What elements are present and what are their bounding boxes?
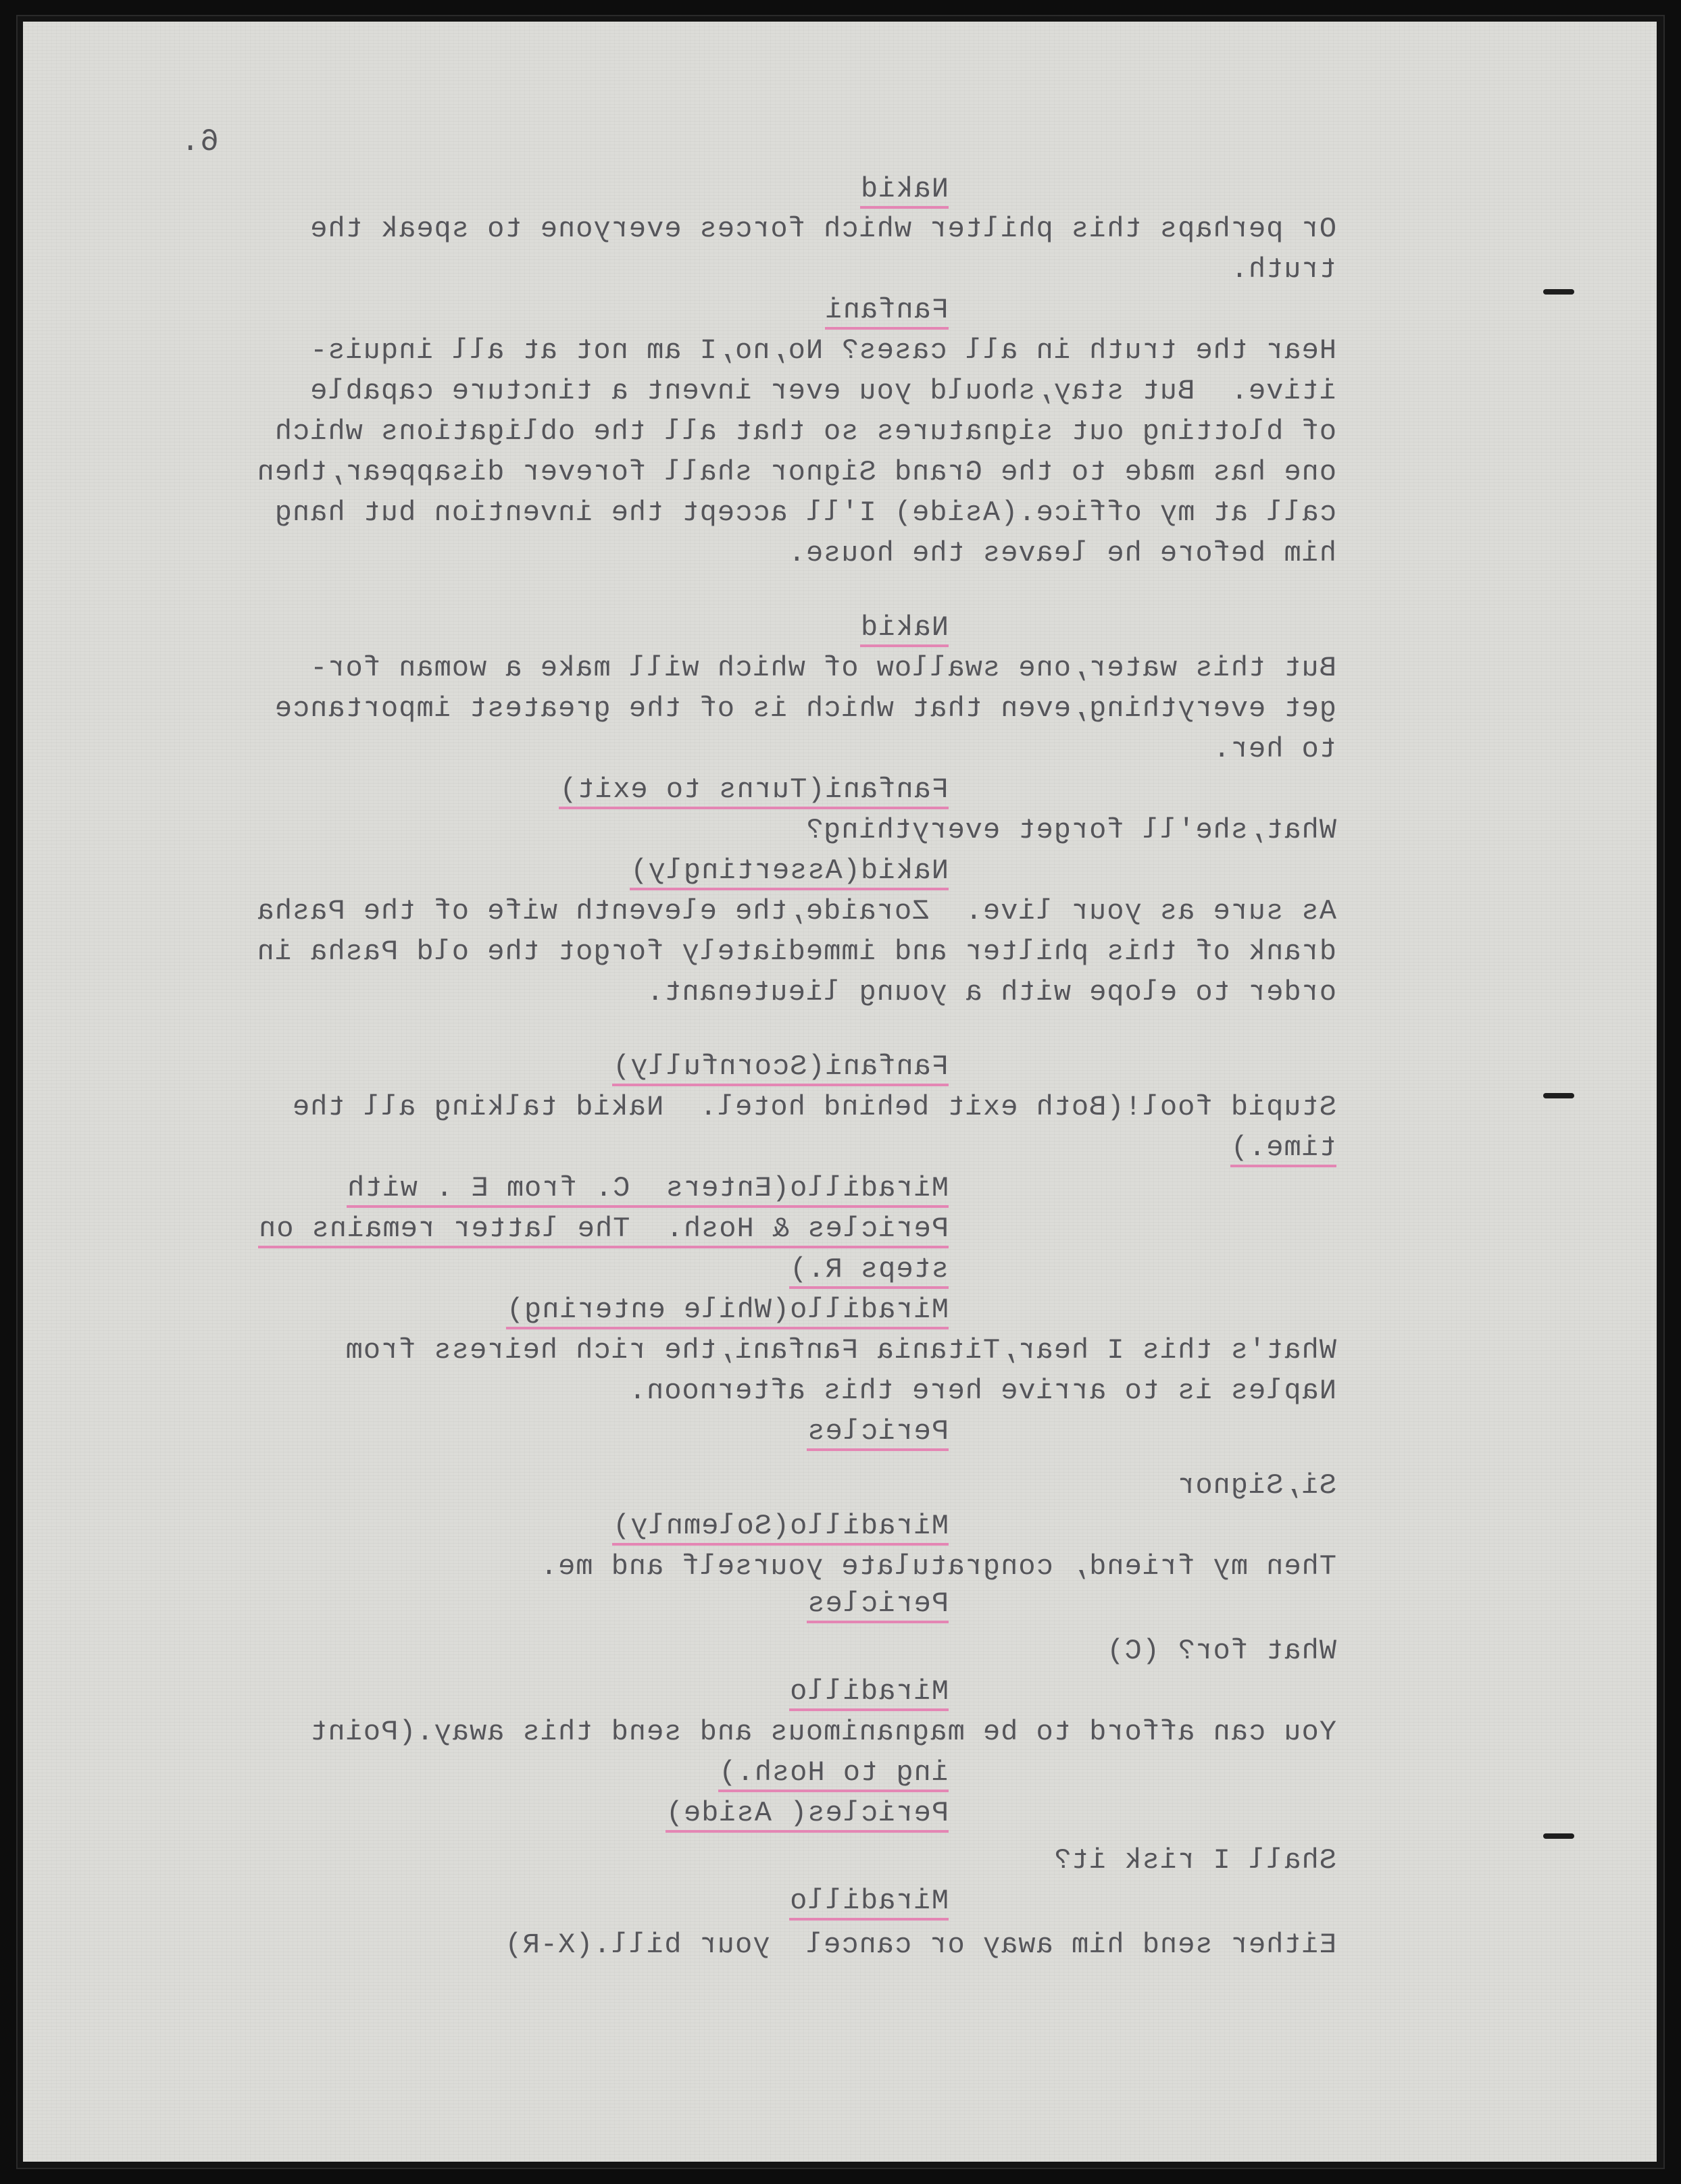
- speaker-label: Miradillo: [789, 1881, 949, 1921]
- text-line: Naples is to arrive here this afternoon.: [628, 1375, 1336, 1407]
- speaker-label: Nakid: [860, 607, 949, 648]
- text-line: to her.: [1212, 733, 1336, 765]
- text-line: Hear the truth in all cases? No,no,I am not at all inquis-: [309, 334, 1336, 367]
- text-line: call at my office.(Aside) I'll accept the invention but hang: [274, 497, 1336, 529]
- text-line: You can afford to be magnanimous and send this away.(Point: [309, 1716, 1336, 1748]
- stage-direction: Miradillo(Enters C. from E . with: [347, 1168, 949, 1209]
- stage-direction: Pericles & Hosh. The latter remains on: [258, 1209, 949, 1249]
- speaker-label: Nakid(Assertingly): [630, 850, 949, 891]
- text-line: Then my friend, congratulate yourself and me.: [539, 1550, 1336, 1583]
- speaker-label: Fanfani: [825, 290, 949, 330]
- text-line: one has made to the Grand Signor shall forever disappear,then: [256, 456, 1336, 488]
- text-line: What for? (C): [1106, 1635, 1336, 1667]
- speaker-label: Pericles: [807, 1411, 949, 1452]
- text-line: As sure as your live. Zoraide,the eleventh wife of the Pasha: [256, 895, 1336, 928]
- speaker-label: Fanfani(Scornfully): [612, 1046, 949, 1087]
- text-line: truth.: [1230, 253, 1336, 286]
- mirrored-text-layer: [23, 22, 1657, 2162]
- speaker-label: Fanfani(Turns to exit): [559, 769, 949, 810]
- speaker-label: Miradillo: [789, 1671, 949, 1712]
- text-line: get everything,even that which is of the greatest importance: [274, 692, 1336, 725]
- speaker-label: Pericles: [807, 1583, 949, 1624]
- document-page: [23, 22, 1657, 2162]
- text-line: What's this I hear,Titania Fanfani,the rich heiress from: [345, 1334, 1336, 1367]
- speaker-label: Miradillo(While entering): [506, 1290, 949, 1330]
- page-number: 6.: [180, 124, 219, 159]
- text-line: itive. But stay,should you ever invent a tincture capable: [309, 375, 1336, 407]
- text-line: But this water,one swallow of which will make a woman for-: [309, 652, 1336, 684]
- text-line: Shall I risk it?: [1053, 1844, 1336, 1877]
- text-line: Either send him away or cancel your bill.(X-R): [504, 1929, 1336, 1961]
- text-line: time.): [1230, 1127, 1336, 1168]
- speaker-label: Miradillo(Solemnly): [612, 1506, 949, 1546]
- speaker-label: Pericles( Aside): [666, 1793, 949, 1833]
- speaker-label: Nakid: [860, 169, 949, 209]
- text-line: him before he leaves the house.: [787, 537, 1336, 569]
- stage-direction: steps R.): [789, 1249, 949, 1290]
- stage-direction: ing to Hosh.): [718, 1752, 949, 1793]
- text-line: Stupid fool!(Both exit behind hotel. Nakid talking all the: [291, 1091, 1336, 1123]
- text-line: Or perhaps this philter which forces everyone to speak the: [309, 213, 1336, 245]
- text-line: Si,Signor: [1177, 1469, 1336, 1502]
- text-line: of blotting out signatures so that all the obligations which: [274, 415, 1336, 448]
- text-line: What,she'll forget everything?: [805, 814, 1336, 846]
- text-line: drank of this philter and immediately forgot the old Pasha in: [256, 936, 1336, 968]
- text-line: order to elope with a young lieutenant.: [646, 976, 1336, 1009]
